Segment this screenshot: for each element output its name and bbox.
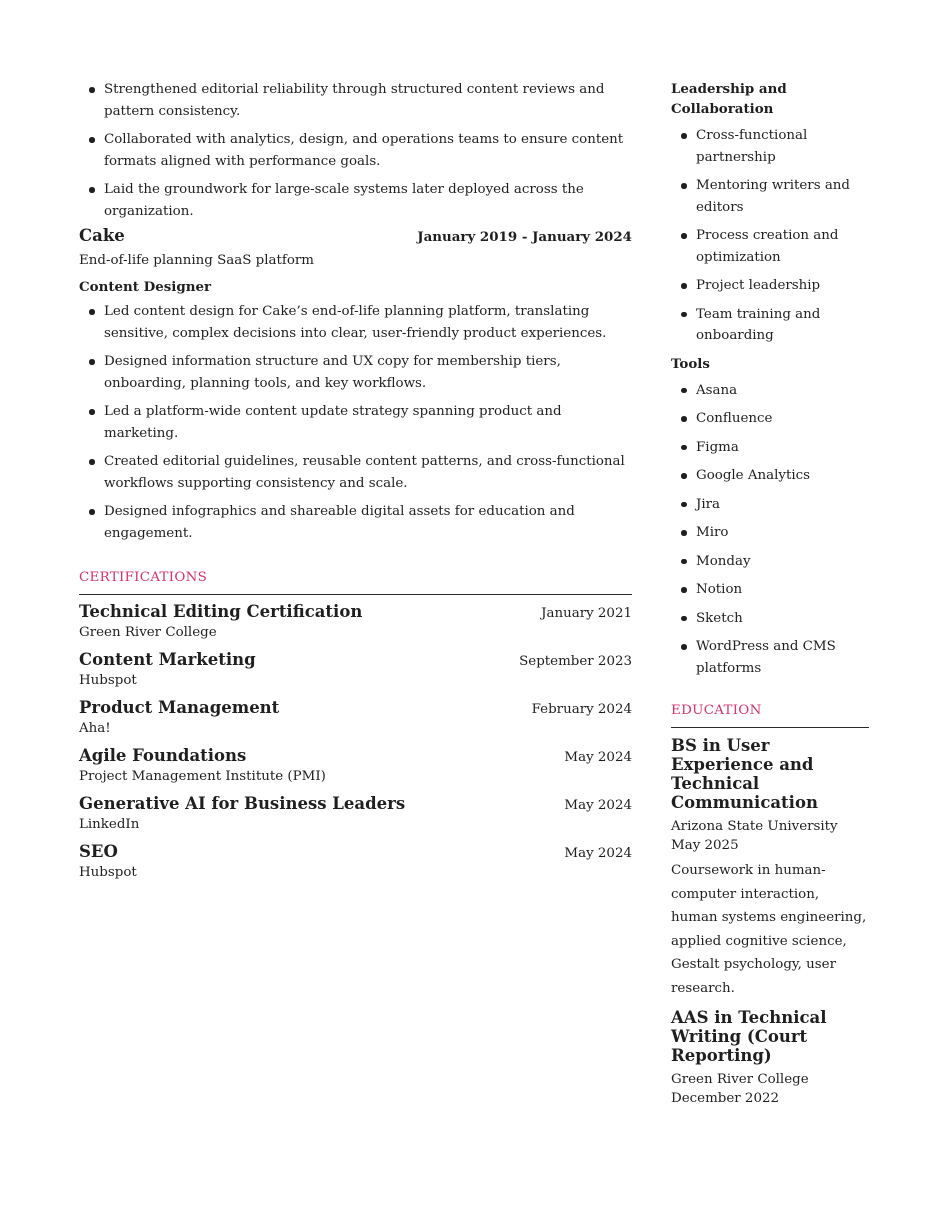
graduation-date: December 2022 [671,1091,780,1106]
list-item: Led a platform-wide content update strategy spanning product and marketing. [79,401,632,444]
degree-title: AAS in Technical Writing (Court Reporting) [671,1008,827,1065]
cert-name: Product Management [79,698,280,717]
list-item: Monday [671,551,869,573]
experience-bullets-prev [79,79,632,222]
list-item: WordPress and CMS platforms [671,636,869,679]
cert-name: SEO [79,842,118,861]
school-name: Arizona State University [671,819,838,834]
list-item: Project leadership [671,275,869,297]
graduation-date: May 2025 [671,838,739,853]
list-item: Sketch [671,608,869,630]
cert-date: September 2023 [519,654,632,669]
cert-item [79,745,632,787]
company-description: End-of-life planning SaaS platform [79,253,314,268]
cert-date: May 2024 [564,750,632,765]
list-item: Confluence [671,408,869,430]
list-item: Google Analytics [671,465,869,487]
job-bullets [79,301,632,544]
cert-date: February 2024 [531,702,632,717]
cert-date: January 2021 [541,606,632,621]
leadership-heading: Leadership and Collaboration [671,81,787,117]
tools-list [671,380,869,680]
cert-org: Green River College [79,625,217,640]
cert-name: Generative AI for Business Leaders [79,794,406,813]
section-divider [79,594,632,595]
cert-date: May 2024 [564,846,632,861]
education-title: EDUCATION [671,703,762,718]
cert-item [79,697,632,739]
certifications-title: CERTIFICATIONS [79,570,208,585]
list-item: Laid the groundwork for large-scale systems later deployed across the organization. [79,179,632,222]
cert-date: May 2024 [564,798,632,813]
school-name: Green River College [671,1072,809,1087]
list-item: Figma [671,437,869,459]
tools-heading: Tools [671,355,710,372]
cert-name: Agile Foundations [79,746,247,765]
cert-org: LinkedIn [79,817,140,832]
list-item: Asana [671,380,869,402]
list-item: Notion [671,579,869,601]
cert-org: Aha! [79,721,111,736]
main-column [79,79,632,887]
list-item: Mentoring writers and editors [671,175,869,218]
cert-org: Project Management Institute (PMI) [79,769,326,784]
list-item: Led content design for Cake’s end-of-life planning platform, translating sensitive, complex decisions into clear, user-friendly product experiences. [79,301,632,344]
sidebar-column [671,79,869,1108]
section-divider [671,727,869,728]
cert-item [79,649,632,691]
cert-org: Hubspot [79,865,137,880]
cert-name: Content Marketing [79,650,256,669]
cert-item [79,841,632,883]
list-item: Jira [671,494,869,516]
list-item: Miro [671,522,869,544]
list-item: Designed infographics and shareable digital assets for education and engagement. [79,501,632,544]
cert-item [79,601,632,643]
cert-org: Hubspot [79,673,137,688]
job-role: Content Designer [79,279,212,295]
list-item: Cross-functional partnership [671,125,869,168]
list-item: Designed information structure and UX copy for membership tiers, onboarding, planning tools, and key workflows. [79,351,632,394]
list-item: Collaborated with analytics, design, and operations teams to ensure content formats aligned with performance goals. [79,129,632,172]
company-name: Cake [79,226,125,245]
job-dates: January 2019 - January 2024 [417,229,632,245]
job-header [79,226,632,245]
education-section [671,701,869,1108]
cert-item [79,793,632,835]
leadership-list [671,125,869,347]
list-item: Process creation and optimization [671,225,869,268]
list-item: Team training and onboarding [671,304,869,347]
list-item: Created editorial guidelines, reusable content patterns, and cross-functional workflows supporting consistency and scale. [79,451,632,494]
coursework: Coursework in human-computer interaction, human systems engineering, applied cognitive science, Gestalt psychology, user research. [671,863,867,996]
list-item: Strengthened editorial reliability through structured content reviews and pattern consistency. [79,79,632,122]
certifications-section [79,568,632,883]
degree-title: BS in User Experience and Technical Communication [671,736,818,812]
cert-name: Technical Editing Certification [79,602,363,621]
